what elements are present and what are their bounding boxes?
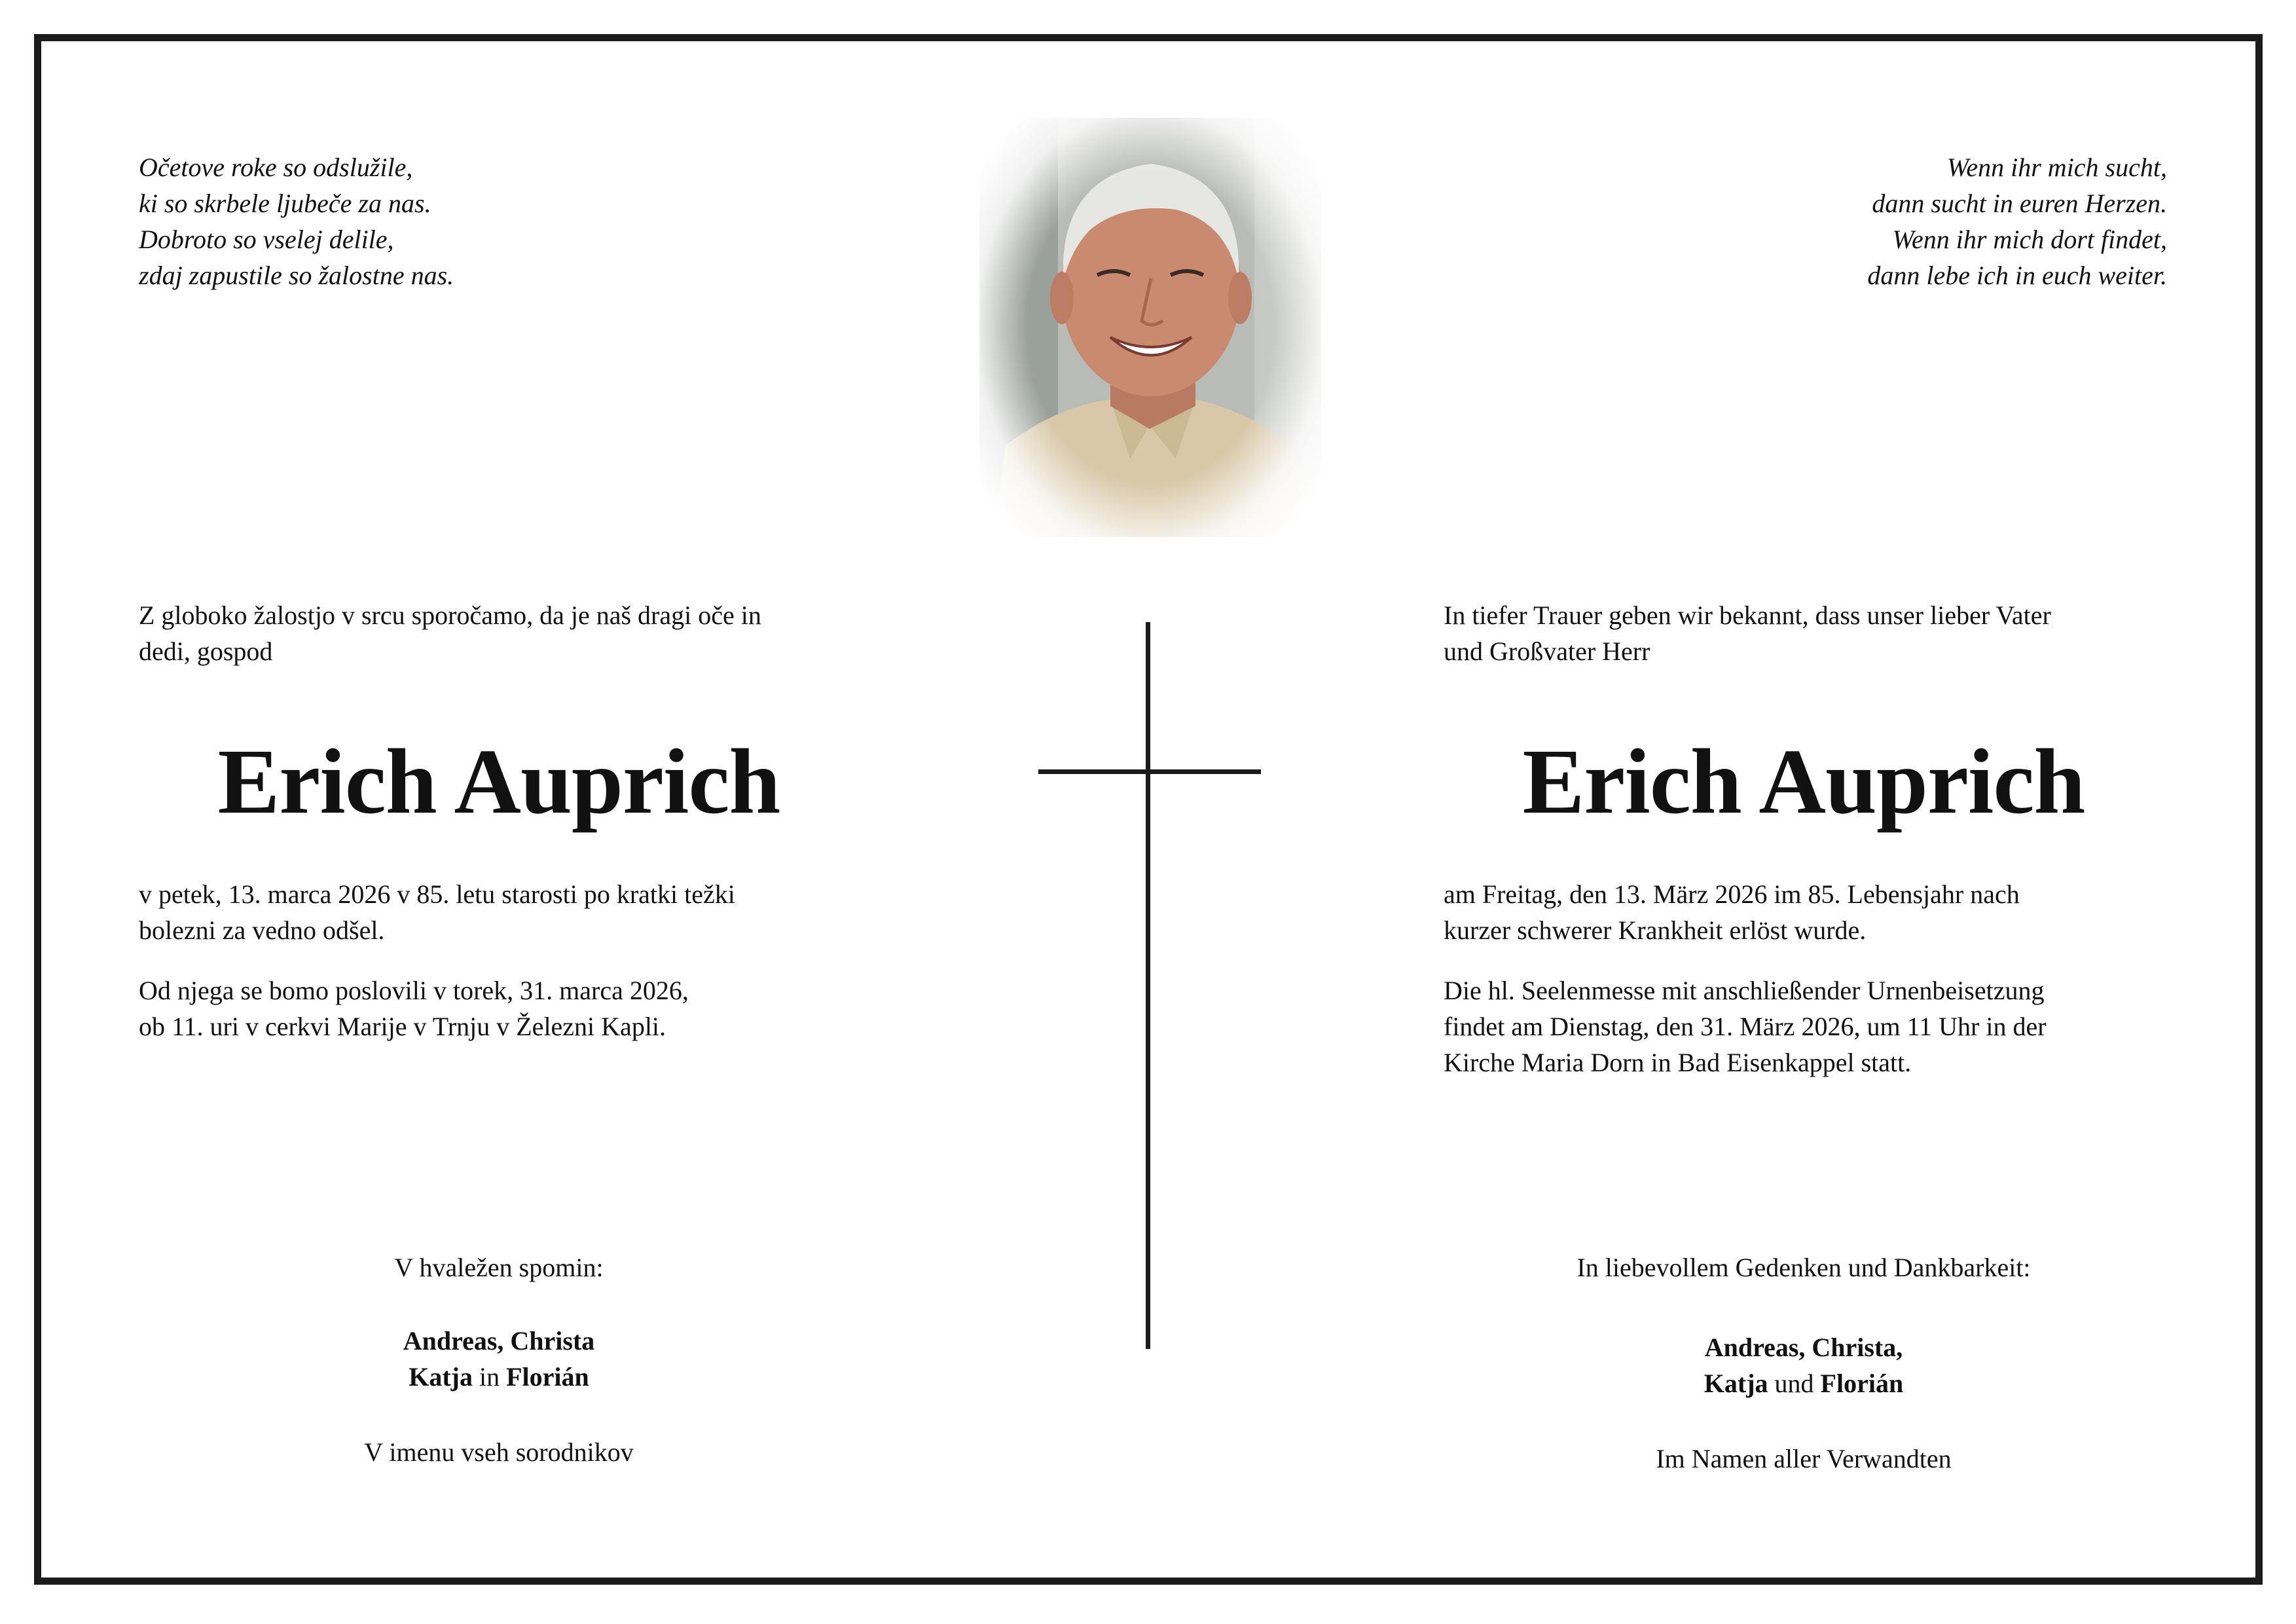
intro-german: In tiefer Trauer geben wir bekannt, dass unser lieber Vater und Großvater Herr	[1444, 600, 2051, 666]
family-conjunction-slovene: in	[479, 1362, 500, 1392]
death-notice-slovene: v petek, 13. marca 2026 v 85. letu starosti po kratki težki bolezni za vedno odšel.	[139, 879, 735, 945]
family-name-florian-slovene: Florián	[506, 1362, 589, 1392]
family-names-german	[1444, 1329, 2164, 1401]
family-line1-slovene: Andreas, Christa	[403, 1326, 595, 1356]
funeral-info-german: Die hl. Seelenmesse mit anschließender Urnenbeisetzung findet am Dienstag, den 31. März 2026, um 11 Uhr in der Kirche Maria Dorn in Bad Eisenkappel statt.	[1444, 976, 2047, 1077]
relatives-line-slovene: V imenu vseh sorodnikov	[364, 1437, 634, 1467]
family-name-katja-german: Katja	[1704, 1369, 1768, 1398]
relatives-line-german: Im Namen aller Verwandten	[1656, 1444, 1952, 1473]
family-names-slovene	[139, 1323, 859, 1395]
memory-line-slovene: V hvaležen spomin:	[394, 1253, 604, 1282]
photo-vignette	[979, 118, 1321, 537]
intro-slovene: Z globoko žalostjo v srcu sporočamo, da je naš dragi oče in dedi, gospod	[139, 600, 761, 666]
cross-horizontal-bar	[1038, 769, 1261, 774]
family-name-florian-german: Florián	[1820, 1369, 1904, 1398]
family-line1-german: Andreas, Christa,	[1704, 1333, 1903, 1362]
poem-slovene: Očetove roke so odslužile, ki so skrbele ljubeče za nas. Dobroto so vselej delile, zdaj zapustile so žalostne nas.	[139, 153, 454, 290]
death-notice-german: am Freitag, den 13. März 2026 im 85. Lebensjahr nach kurzer schwerer Krankheit erlöst wurde.	[1444, 879, 2020, 945]
cross-vertical-bar	[1146, 622, 1150, 1349]
deceased-name-slovene: Erich Auprich	[217, 729, 780, 833]
poem-german: Wenn ihr mich sucht, dann sucht in euren Herzen. Wenn ihr mich dort findet, dann lebe ich in euch weiter.	[1867, 153, 2167, 290]
deceased-name-german: Erich Auprich	[1522, 729, 2085, 833]
family-name-katja-slovene: Katja	[409, 1362, 473, 1392]
memory-line-german: In liebevollem Gedenken und Dankbarkeit:	[1576, 1253, 2031, 1282]
funeral-info-slovene: Od njega se bomo poslovili v torek, 31. marca 2026, ob 11. uri v cerkvi Marije v Trnju v Železni Kapli.	[139, 976, 689, 1041]
family-conjunction-german: und	[1774, 1369, 1814, 1398]
portrait-photo	[979, 118, 1321, 537]
